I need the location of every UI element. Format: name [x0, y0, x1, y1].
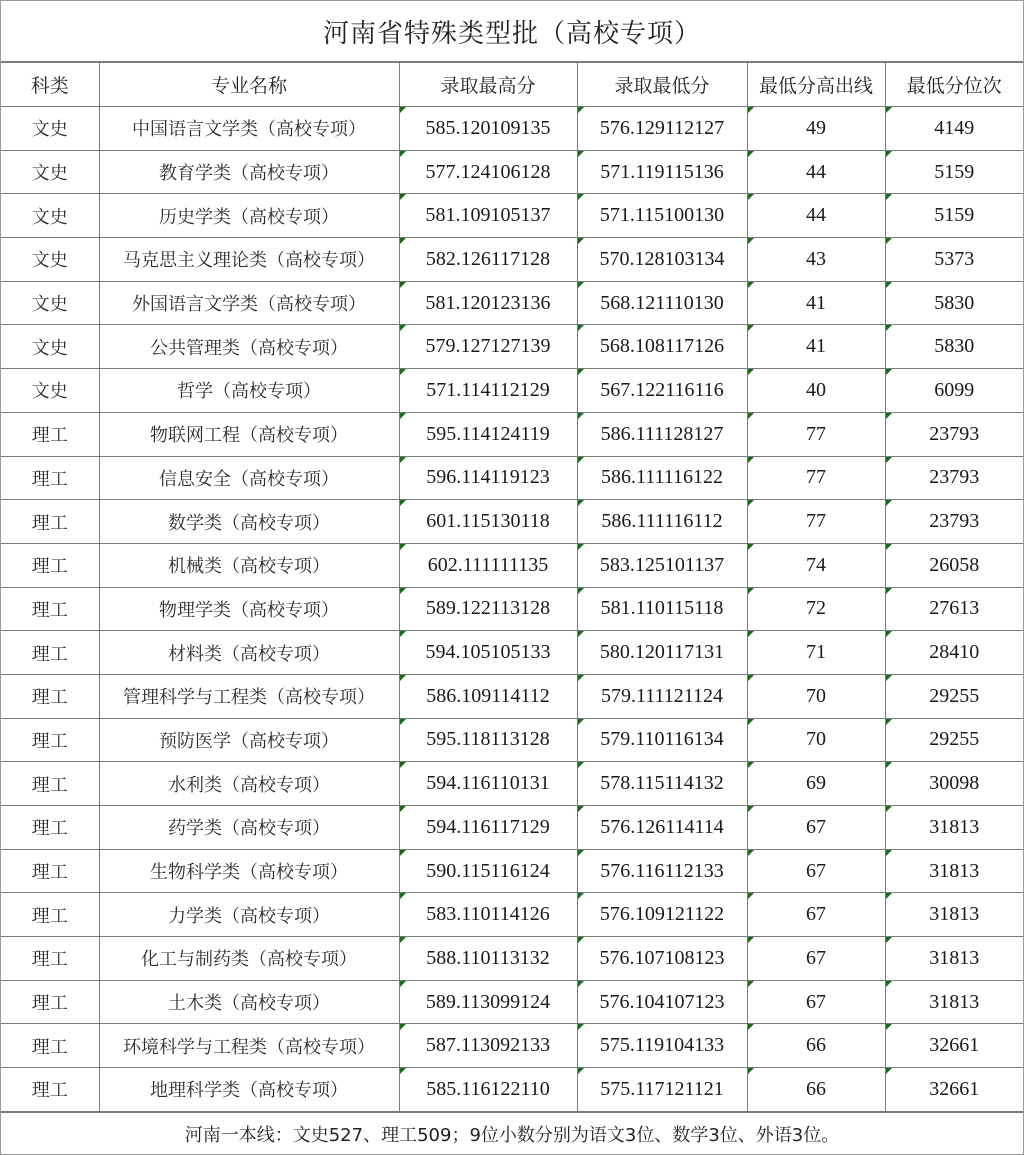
cell-max-score: 586.109114112 — [399, 674, 577, 718]
cell-min-rank: 29255 — [885, 718, 1023, 762]
cell-min-score: 576.126114114 — [577, 806, 747, 850]
table-row — [1, 1024, 1023, 1068]
header-max-score: 录取最高分 — [399, 63, 577, 107]
table-row — [1, 325, 1023, 369]
cell-max-score: 602.111111135 — [399, 543, 577, 587]
cell-max-score: 587.113092133 — [399, 1024, 577, 1068]
cell-category: 理工 — [1, 937, 99, 981]
cell-min-score: 579.111121124 — [577, 674, 747, 718]
cell-max-score: 594.116110131 — [399, 762, 577, 806]
header-above-line: 最低分高出线 — [747, 63, 885, 107]
table-row — [1, 806, 1023, 850]
cell-above-line: 49 — [747, 107, 885, 151]
table-row — [1, 500, 1023, 544]
table-row — [1, 412, 1023, 456]
cell-min-score: 580.120117131 — [577, 631, 747, 675]
header-min-rank: 最低分位次 — [885, 63, 1023, 107]
cell-min-rank: 30098 — [885, 762, 1023, 806]
cell-major-name: 土木类（高校专项） — [99, 980, 399, 1024]
cell-above-line: 77 — [747, 456, 885, 500]
cell-above-line: 66 — [747, 1024, 885, 1068]
cell-min-rank: 29255 — [885, 674, 1023, 718]
cell-min-rank: 27613 — [885, 587, 1023, 631]
cell-min-score: 576.104107123 — [577, 980, 747, 1024]
cell-min-score: 571.119115136 — [577, 150, 747, 194]
cell-max-score: 596.114119123 — [399, 456, 577, 500]
cell-max-score: 595.118113128 — [399, 718, 577, 762]
cell-major-name: 中国语言文学类（高校专项） — [99, 107, 399, 151]
cell-min-score: 578.115114132 — [577, 762, 747, 806]
cell-major-name: 马克思主义理论类（高校专项） — [99, 238, 399, 282]
cell-min-rank: 32661 — [885, 1024, 1023, 1068]
cell-max-score: 589.113099124 — [399, 980, 577, 1024]
cell-min-score: 567.122116116 — [577, 369, 747, 413]
cell-above-line: 66 — [747, 1068, 885, 1112]
cell-min-score: 586.111116112 — [577, 500, 747, 544]
cell-min-rank: 31813 — [885, 849, 1023, 893]
cell-min-rank: 6099 — [885, 369, 1023, 413]
cell-major-name: 数学类（高校专项） — [99, 500, 399, 544]
cell-category: 理工 — [1, 849, 99, 893]
cell-category: 理工 — [1, 631, 99, 675]
cell-above-line: 67 — [747, 893, 885, 937]
cell-min-score: 575.119104133 — [577, 1024, 747, 1068]
cell-category: 理工 — [1, 456, 99, 500]
cell-min-score: 568.121110130 — [577, 281, 747, 325]
cell-max-score: 581.120123136 — [399, 281, 577, 325]
cell-max-score: 579.127127139 — [399, 325, 577, 369]
cell-category: 文史 — [1, 238, 99, 282]
cell-max-score: 595.114124119 — [399, 412, 577, 456]
cell-major-name: 机械类（高校专项） — [99, 543, 399, 587]
table-row — [1, 281, 1023, 325]
cell-major-name: 地理科学类（高校专项） — [99, 1068, 399, 1112]
cell-above-line: 72 — [747, 587, 885, 631]
cell-major-name: 信息安全（高校专项） — [99, 456, 399, 500]
cell-above-line: 40 — [747, 369, 885, 413]
cell-min-rank: 28410 — [885, 631, 1023, 675]
cell-major-name: 材料类（高校专项） — [99, 631, 399, 675]
table-row — [1, 718, 1023, 762]
cell-min-score: 581.110115118 — [577, 587, 747, 631]
cell-min-score: 571.115100130 — [577, 194, 747, 238]
cell-min-rank: 31813 — [885, 937, 1023, 981]
cell-max-score: 583.110114126 — [399, 893, 577, 937]
cell-min-rank: 31813 — [885, 893, 1023, 937]
cell-category: 文史 — [1, 281, 99, 325]
cell-min-rank: 23793 — [885, 456, 1023, 500]
cell-major-name: 环境科学与工程类（高校专项） — [99, 1024, 399, 1068]
cell-above-line: 71 — [747, 631, 885, 675]
cell-above-line: 67 — [747, 806, 885, 850]
cell-min-score: 570.128103134 — [577, 238, 747, 282]
table-row — [1, 1068, 1023, 1112]
cell-min-rank: 5830 — [885, 281, 1023, 325]
cell-min-score: 568.108117126 — [577, 325, 747, 369]
cell-min-score: 576.109121122 — [577, 893, 747, 937]
cell-above-line: 41 — [747, 281, 885, 325]
cell-major-name: 教育学类（高校专项） — [99, 150, 399, 194]
cell-max-score: 571.114112129 — [399, 369, 577, 413]
cell-major-name: 历史学类（高校专项） — [99, 194, 399, 238]
cell-above-line: 43 — [747, 238, 885, 282]
cell-max-score: 582.126117128 — [399, 238, 577, 282]
cell-above-line: 44 — [747, 194, 885, 238]
cell-max-score: 577.124106128 — [399, 150, 577, 194]
table-body — [1, 107, 1023, 1112]
cell-max-score: 601.115130118 — [399, 500, 577, 544]
cell-min-rank: 4149 — [885, 107, 1023, 151]
cell-major-name: 公共管理类（高校专项） — [99, 325, 399, 369]
cell-major-name: 力学类（高校专项） — [99, 893, 399, 937]
cell-above-line: 74 — [747, 543, 885, 587]
cell-min-rank: 5159 — [885, 194, 1023, 238]
cell-min-rank: 31813 — [885, 806, 1023, 850]
cell-max-score: 585.116122110 — [399, 1068, 577, 1112]
table-row — [1, 937, 1023, 981]
table-row — [1, 150, 1023, 194]
cell-above-line: 67 — [747, 849, 885, 893]
cell-max-score: 588.110113132 — [399, 937, 577, 981]
cell-category: 文史 — [1, 150, 99, 194]
table-row — [1, 194, 1023, 238]
cell-above-line: 70 — [747, 674, 885, 718]
cell-category: 理工 — [1, 412, 99, 456]
cell-min-score: 576.116112133 — [577, 849, 747, 893]
cell-major-name: 预防医学（高校专项） — [99, 718, 399, 762]
cell-category: 理工 — [1, 500, 99, 544]
admission-scores-table — [1, 62, 1023, 1112]
header-row — [1, 63, 1023, 107]
cell-category: 理工 — [1, 587, 99, 631]
cell-major-name: 物理学类（高校专项） — [99, 587, 399, 631]
cell-min-score: 579.110116134 — [577, 718, 747, 762]
cell-min-score: 576.129112127 — [577, 107, 747, 151]
cell-category: 理工 — [1, 762, 99, 806]
cell-category: 文史 — [1, 369, 99, 413]
cell-above-line: 77 — [747, 500, 885, 544]
table-row — [1, 456, 1023, 500]
cell-min-score: 583.125101137 — [577, 543, 747, 587]
cell-min-rank: 23793 — [885, 412, 1023, 456]
page-title: 河南省特殊类型批（高校专项） — [1, 1, 1023, 62]
cell-min-score: 586.111116122 — [577, 456, 747, 500]
cell-max-score: 581.109105137 — [399, 194, 577, 238]
cell-category: 理工 — [1, 1068, 99, 1112]
cell-above-line: 69 — [747, 762, 885, 806]
cell-min-rank: 5373 — [885, 238, 1023, 282]
table-row — [1, 238, 1023, 282]
table-row — [1, 893, 1023, 937]
cell-major-name: 外国语言文学类（高校专项） — [99, 281, 399, 325]
table-row — [1, 762, 1023, 806]
cell-major-name: 药学类（高校专项） — [99, 806, 399, 850]
table-row — [1, 107, 1023, 151]
cell-min-rank: 26058 — [885, 543, 1023, 587]
table-row — [1, 980, 1023, 1024]
cell-category: 理工 — [1, 674, 99, 718]
cell-above-line: 67 — [747, 980, 885, 1024]
cell-category: 理工 — [1, 893, 99, 937]
cell-min-rank: 23793 — [885, 500, 1023, 544]
cell-max-score: 589.122113128 — [399, 587, 577, 631]
cell-category: 理工 — [1, 980, 99, 1024]
cell-major-name: 哲学（高校专项） — [99, 369, 399, 413]
cell-max-score: 590.115116124 — [399, 849, 577, 893]
cell-category: 文史 — [1, 107, 99, 151]
cell-min-rank: 31813 — [885, 980, 1023, 1024]
cell-category: 文史 — [1, 194, 99, 238]
cell-major-name: 水利类（高校专项） — [99, 762, 399, 806]
cell-major-name: 化工与制药类（高校专项） — [99, 937, 399, 981]
cell-max-score: 585.120109135 — [399, 107, 577, 151]
cell-min-rank: 32661 — [885, 1068, 1023, 1112]
cell-category: 理工 — [1, 806, 99, 850]
table-row — [1, 543, 1023, 587]
cell-above-line: 70 — [747, 718, 885, 762]
cell-max-score: 594.116117129 — [399, 806, 577, 850]
header-major-name: 专业名称 — [99, 63, 399, 107]
table-row — [1, 849, 1023, 893]
cell-category: 理工 — [1, 718, 99, 762]
cell-above-line: 44 — [747, 150, 885, 194]
cell-min-rank: 5830 — [885, 325, 1023, 369]
cell-min-score: 576.107108123 — [577, 937, 747, 981]
cell-major-name: 物联网工程（高校专项） — [99, 412, 399, 456]
table-row — [1, 674, 1023, 718]
table-row — [1, 369, 1023, 413]
cell-min-score: 586.111128127 — [577, 412, 747, 456]
table-row — [1, 631, 1023, 675]
cell-major-name: 生物科学类（高校专项） — [99, 849, 399, 893]
table-row — [1, 587, 1023, 631]
cell-category: 文史 — [1, 325, 99, 369]
cell-above-line: 41 — [747, 325, 885, 369]
cell-min-score: 575.117121121 — [577, 1068, 747, 1112]
cell-above-line: 67 — [747, 937, 885, 981]
cell-max-score: 594.105105133 — [399, 631, 577, 675]
header-category: 科类 — [1, 63, 99, 107]
cell-above-line: 77 — [747, 412, 885, 456]
footnote: 河南一本线：文史527、理工509；9位小数分别为语文3位、数学3位、外语3位。 — [1, 1112, 1023, 1155]
cell-min-rank: 5159 — [885, 150, 1023, 194]
cell-category: 理工 — [1, 1024, 99, 1068]
cell-category: 理工 — [1, 543, 99, 587]
cell-major-name: 管理科学与工程类（高校专项） — [99, 674, 399, 718]
header-min-score: 录取最低分 — [577, 63, 747, 107]
